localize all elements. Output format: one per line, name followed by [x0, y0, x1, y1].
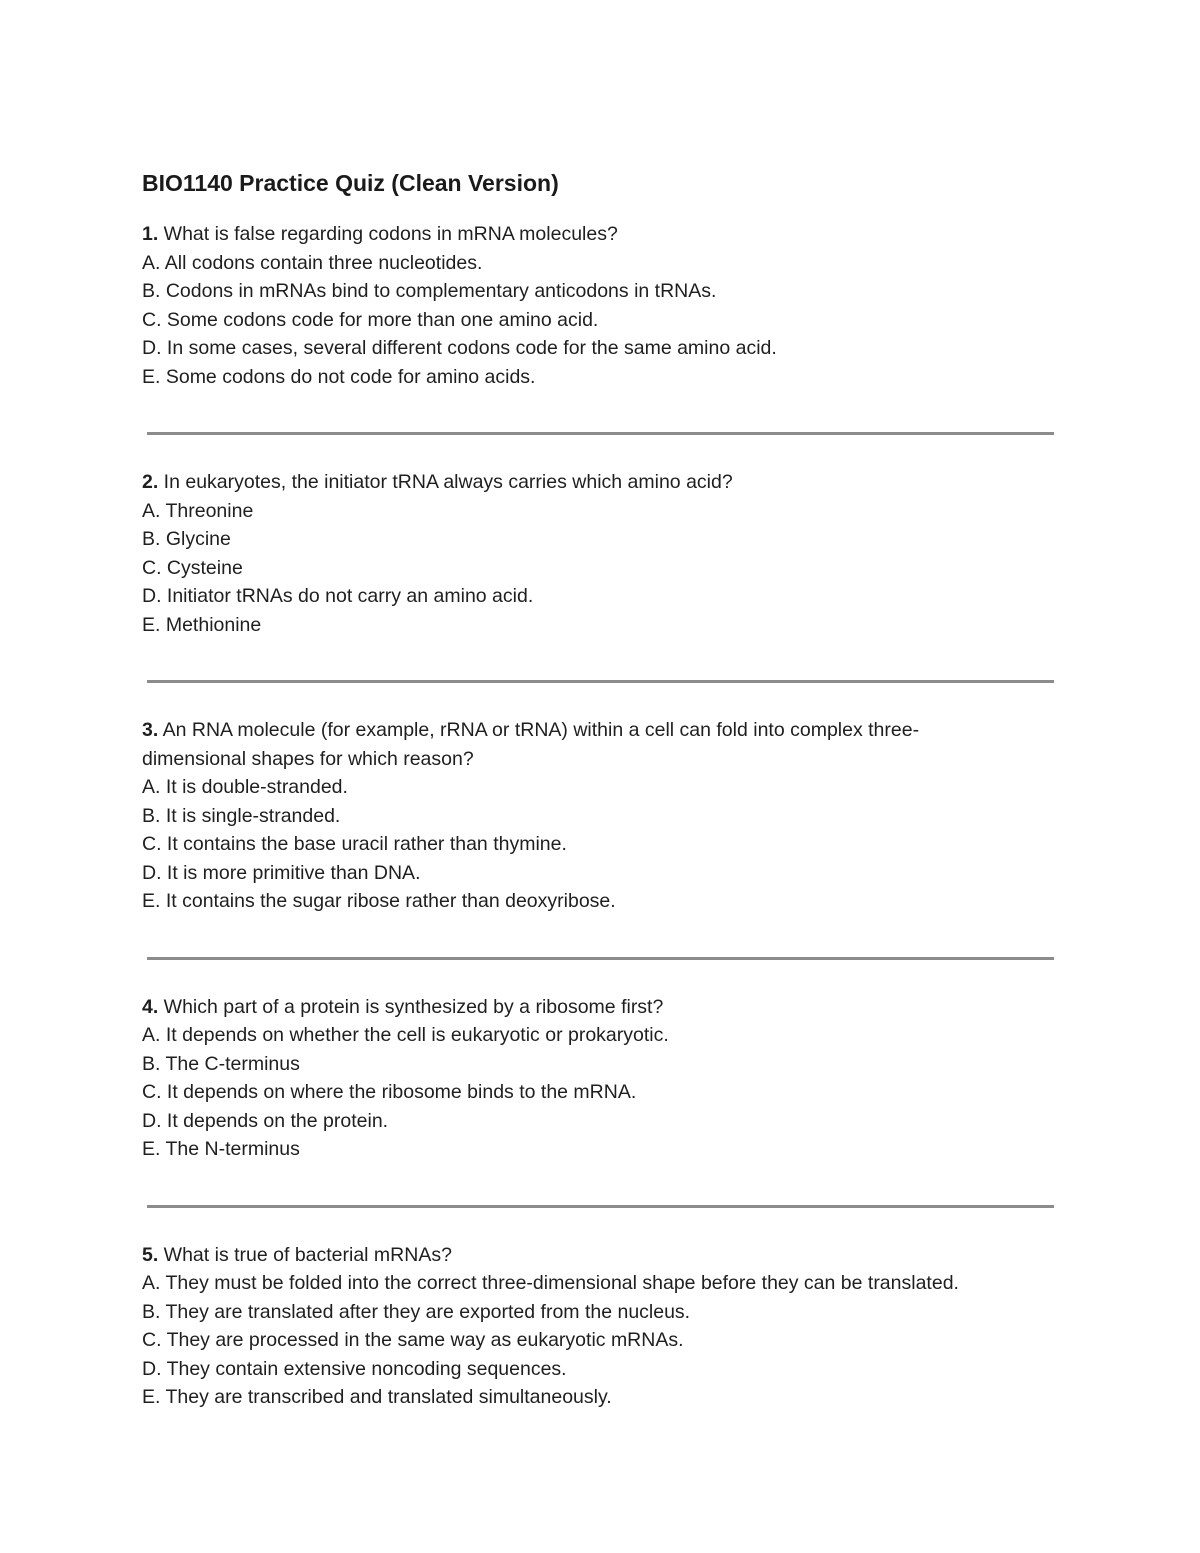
question-stem: [142, 220, 1054, 249]
page-title: BIO1140 Practice Quiz (Clean Version): [142, 170, 559, 196]
question-number: 1.: [142, 223, 159, 245]
answer-option-c: C. Some codons code for more than one amino acid.: [142, 308, 599, 331]
answer-option-c: C. They are processed in the same way as eukaryotic mRNAs.: [142, 1329, 684, 1351]
question-number: 2.: [142, 471, 159, 493]
question-text: What is true of bacterial mRNAs?: [158, 1243, 452, 1266]
question-1: [142, 220, 1054, 391]
question-stem: [142, 993, 1054, 1022]
answer-option-d: D. It is more primitive than DNA.: [142, 861, 421, 884]
answer-option-b: B. Glycine: [142, 528, 231, 550]
question-5: [142, 1241, 1054, 1412]
answer-option-a: A. All codons contain three nucleotides.: [142, 251, 483, 274]
answer-option-b: B. The C-terminus: [142, 1052, 300, 1075]
answer-option-a: A. Threonine: [142, 499, 254, 522]
answer-option-d: D. It depends on the protein.: [142, 1109, 389, 1132]
answer-option-e: E. The N-terminus: [142, 1138, 300, 1160]
question-4: [142, 993, 1054, 1164]
question-number: 3.: [142, 719, 159, 741]
answer-option-c: C. It contains the base uracil rather than thymine.: [142, 833, 567, 855]
question-3: [142, 716, 1054, 916]
answer-option-b: B. It is single-stranded.: [142, 804, 341, 827]
answer-option-a: A. They must be folded into the correct three-dimensional shape before they can be translated.: [142, 1272, 959, 1294]
question-text: Which part of a protein is synthesized by a ribosome first?: [158, 995, 664, 1018]
section-divider: [147, 680, 1054, 683]
answer-option-b: B. They are translated after they are exported from the nucleus.: [142, 1300, 691, 1323]
answer-option-b: B. Codons in mRNAs bind to complementary anticodons in tRNAs.: [142, 280, 717, 302]
answer-option-a: A. It depends on whether the cell is eukaryotic or prokaryotic.: [142, 1024, 669, 1046]
answer-option-d: D. Initiator tRNAs do not carry an amino acid.: [142, 585, 534, 607]
question-stem: [142, 468, 1054, 497]
answer-option-e: E. Some codons do not code for amino acids.: [142, 365, 536, 388]
document-page: [142, 167, 1054, 1412]
question-text: In eukaryotes, the initiator tRNA always carries which amino acid?: [158, 471, 733, 493]
answer-option-d: D. In some cases, several different codons code for the same amino acid.: [142, 337, 777, 359]
question-stem: [142, 716, 962, 773]
answer-option-c: C. It depends on where the ribosome binds to the mRNA.: [142, 1081, 637, 1103]
question-number: 4.: [142, 995, 159, 1018]
answer-option-e: E. Methionine: [142, 613, 262, 636]
question-stem: [142, 1241, 1054, 1270]
question-text: An RNA molecule (for example, rRNA or tRNA) within a cell can fold into complex three-dimensional shapes for which reason?: [142, 719, 920, 770]
question-text: What is false regarding codons in mRNA molecules?: [158, 223, 618, 245]
question-2: [142, 468, 1054, 639]
answer-option-d: D. They contain extensive noncoding sequences.: [142, 1357, 567, 1380]
answer-option-c: C. Cysteine: [142, 556, 243, 579]
answer-option-e: E. It contains the sugar ribose rather than deoxyribose.: [142, 890, 616, 912]
section-divider: [147, 957, 1054, 960]
question-number: 5.: [142, 1243, 159, 1266]
section-divider: [147, 1205, 1054, 1208]
answer-option-e: E. They are transcribed and translated simultaneously.: [142, 1386, 612, 1408]
answer-option-a: A. It is double-stranded.: [142, 776, 348, 798]
section-divider: [147, 432, 1054, 435]
